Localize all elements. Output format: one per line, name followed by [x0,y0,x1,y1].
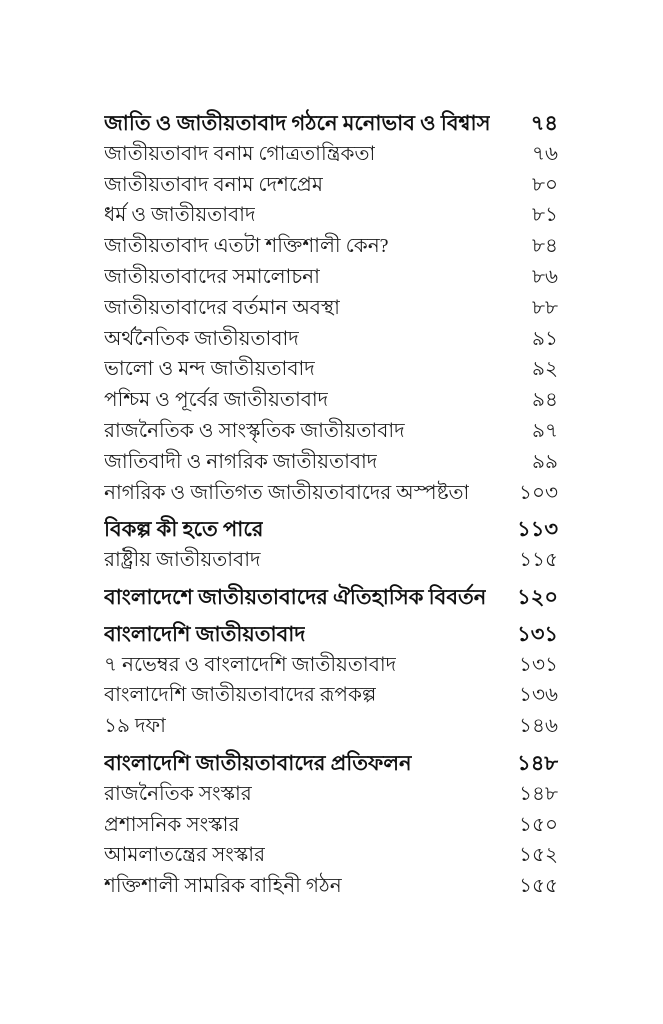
toc-entry-page-number: ১৪৬ [519,715,558,738]
toc-entry-page-number: ৭৪ [530,111,558,135]
toc-list [104,108,558,902]
toc-entry-page-number: ৮৪ [532,235,558,258]
toc-entry [104,545,558,576]
toc-entry-title: বাংলাদেশি জাতীয়তাবাদের প্রতিফলন [104,750,412,775]
toc-group-header [104,582,558,613]
toc-entry-title: অর্থনৈতিক জাতীয়তাবাদ [104,327,299,350]
toc-entry-title: জাতিবাদী ও নাগরিক জাতীয়তাবাদ [104,450,378,473]
toc-entry [104,262,558,293]
toc-entry-page-number: ৯৭ [532,419,558,442]
toc-entry-title: পশ্চিম ও পূর্বের জাতীয়তাবাদ [104,389,329,412]
toc-entry-title: আমলাতন্ত্রের সংস্কার [104,844,266,867]
toc-entry-title: ভালো ও মন্দ জাতীয়তাবাদ [104,358,315,381]
toc-entry-title: রাজনৈতিক ও সাংস্কৃতিক জাতীয়তাবাদ [104,419,405,442]
toc-entry [104,354,558,385]
toc-entry-title: জাতীয়তাবাদের সমালোচনা [104,265,320,288]
toc-entry [104,711,558,742]
toc-entry-page-number: ৯৯ [532,450,558,473]
toc-entry-page-number: ৯১ [532,327,558,350]
toc-entry-title: রাজনৈতিক সংস্কার [104,782,252,805]
toc-entry-page-number: ৮০ [532,173,558,196]
toc-entry-title: ধর্ম ও জাতীয়তাবাদ [104,204,256,227]
toc-entry-page-number: ৮৮ [532,296,558,319]
toc-entry [104,293,558,324]
toc-entry [104,170,558,201]
toc-entry [104,871,558,902]
toc-entry-page-number: ১৩৬ [519,684,558,707]
toc-entry-page-number: ১০৩ [519,481,558,504]
toc-entry-title: বিকল্প কী হতে পারে [104,517,264,542]
toc-entry-page-number: ১২০ [517,584,558,609]
toc-entry-page-number: ১৫৫ [519,875,558,898]
toc-entry-title: ৭ নভেম্বর ও বাংলাদেশি জাতীয়তাবাদ [104,653,397,676]
toc-entry-title: বাংলাদেশি জাতীয়তাবাদ [104,621,306,646]
toc-entry-title: বাংলাদেশি জাতীয়তাবাদের রূপকল্প [104,684,377,707]
toc-entry-title: বাংলাদেশে জাতীয়তাবাদের ঐতিহাসিক বিবর্তন [104,584,487,609]
toc-entry-title: রাষ্ট্রীয় জাতীয়তাবাদ [104,549,261,572]
toc-entry [104,231,558,262]
toc-entry-title: ১৯ দফা [104,715,166,738]
toc-entry [104,447,558,478]
toc-group-header [104,619,558,650]
toc-entry-page-number: ১৫০ [519,813,558,836]
toc-group-header [104,108,558,139]
toc-entry-title: জাতি ও জাতীয়তাবাদ গঠনে মনোভাব ও বিশ্বাস [104,111,491,135]
toc-entry [104,810,558,841]
toc-entry-page-number: ১৫২ [519,844,558,867]
toc-group-header [104,748,558,779]
toc-entry [104,139,558,170]
toc-entry-page-number: ১৩১ [517,621,558,646]
toc-entry [104,680,558,711]
toc-entry-title: নাগরিক ও জাতিগত জাতীয়তাবাদের অস্পষ্টতা [104,481,470,504]
toc-entry [104,324,558,355]
toc-entry-title: জাতীয়তাবাদ এতটা শক্তিশালী কেন? [104,235,389,258]
toc-entry [104,416,558,447]
toc-entry-page-number: ১৪৮ [517,750,558,775]
toc-entry-page-number: ১৪৮ [519,782,558,805]
toc-entry-page-number: ৯৪ [532,389,558,412]
toc-entry-title: প্রশাসনিক সংস্কার [104,813,240,836]
toc-entry-title: শক্তিশালী সামরিক বাহিনী গঠন [104,875,342,898]
toc-entry [104,478,558,509]
toc-entry [104,385,558,416]
toc-entry-page-number: ৮৬ [532,265,558,288]
toc-entry [104,650,558,681]
toc-entry [104,840,558,871]
toc-entry-page-number: ১৩১ [519,653,558,676]
toc-entry-page-number: ৯২ [532,358,558,381]
toc-entry-page-number: ৭৬ [531,142,558,165]
toc-entry-title: জাতীয়তাবাদের বর্তমান অবস্থা [104,296,340,319]
toc-entry-page-number: ১১৩ [517,517,558,542]
toc-group-header [104,514,558,545]
toc-entry [104,200,558,231]
toc-entry-page-number: ৮১ [532,204,558,227]
toc-entry-page-number: ১১৫ [519,549,558,572]
toc-entry-title: জাতীয়তাবাদ বনাম গোত্রতান্ত্রিকতা [104,142,376,165]
toc-entry [104,779,558,810]
toc-entry-title: জাতীয়তাবাদ বনাম দেশপ্রেম [104,173,323,196]
